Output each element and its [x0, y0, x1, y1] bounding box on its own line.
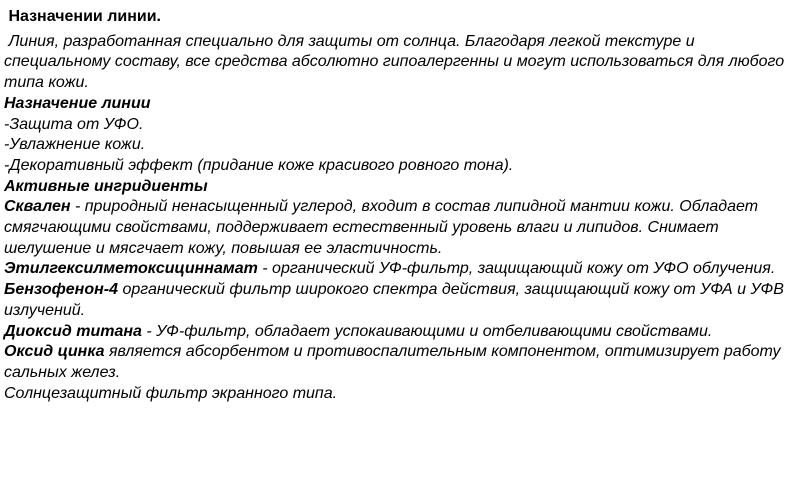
active-ingredients-heading: [4, 177, 797, 198]
text-run: Солнцезащитный фильтр экранного типа.: [4, 384, 338, 402]
text-run: -Увлажнение кожи.: [4, 136, 146, 154]
text-run-bold: Сквален: [4, 198, 71, 216]
text-run: - УФ-фильтр, обладает успокаивающими и отбеливающими свойствами.: [141, 322, 713, 340]
text-run-bold: Бензофенон-4: [4, 281, 118, 299]
text-run: органический фильтр широкого спектра действия, защищающий кожу от УФА и УФВ излучений.: [4, 281, 789, 319]
ingredient-squalene: [4, 197, 797, 259]
text-run-bold: Активные ингридиенты: [4, 177, 208, 195]
text-run: -Защита от УФО.: [4, 115, 144, 133]
text-run: является абсорбентом и противоспалительным компонентом, оптимизирует работу сальных желез.: [4, 343, 785, 381]
purpose-item-moisturizing: [4, 135, 797, 156]
text-run: - органический УФ-фильтр, защищающий кожу от УФО облучения.: [257, 260, 776, 278]
intro-paragraph: [4, 32, 797, 94]
text-run-bold: Оксид цинка: [4, 343, 105, 361]
purpose-item-decorative-effect: [4, 156, 797, 177]
doc-title: [4, 7, 797, 28]
text-run-bold: Этилгексилметоксициннамат: [4, 260, 258, 278]
ingredient-benzophenone-4: [4, 280, 797, 321]
ingredient-titanium-dioxide: [4, 322, 797, 343]
ingredient-ethylhexyl-methoxycinnamate: [4, 259, 797, 280]
ingredient-zinc-oxide: [4, 342, 797, 383]
screen-filter-note: [4, 384, 797, 405]
text-run-bold: Диоксид титана: [4, 322, 142, 340]
text-run: -Декоративный эффект (придание коже красивого ровного тона).: [4, 156, 514, 174]
text-run-bold: Назначение линии: [4, 94, 151, 112]
purpose-item-uv-protection: [4, 115, 797, 136]
purpose-heading: [4, 94, 797, 115]
text-run: - природный ненасыщенный углерод, входит в состав липидной мантии кожи. Обладает смягчающими свойствами, поддерживает естественный уровень влаги и липидов. Снимает шелушение и мясгчает кожу, повышая ее эластичность.: [4, 198, 763, 257]
text-run-bold: Назначении линии.: [4, 8, 161, 25]
text-run: Линия, разработанная специально для защиты от солнца. Благодаря легкой текстуре и специальному составу, все средства абсолютно гипоалергенны и могут использоваться для любого типа кожи.: [4, 32, 789, 92]
